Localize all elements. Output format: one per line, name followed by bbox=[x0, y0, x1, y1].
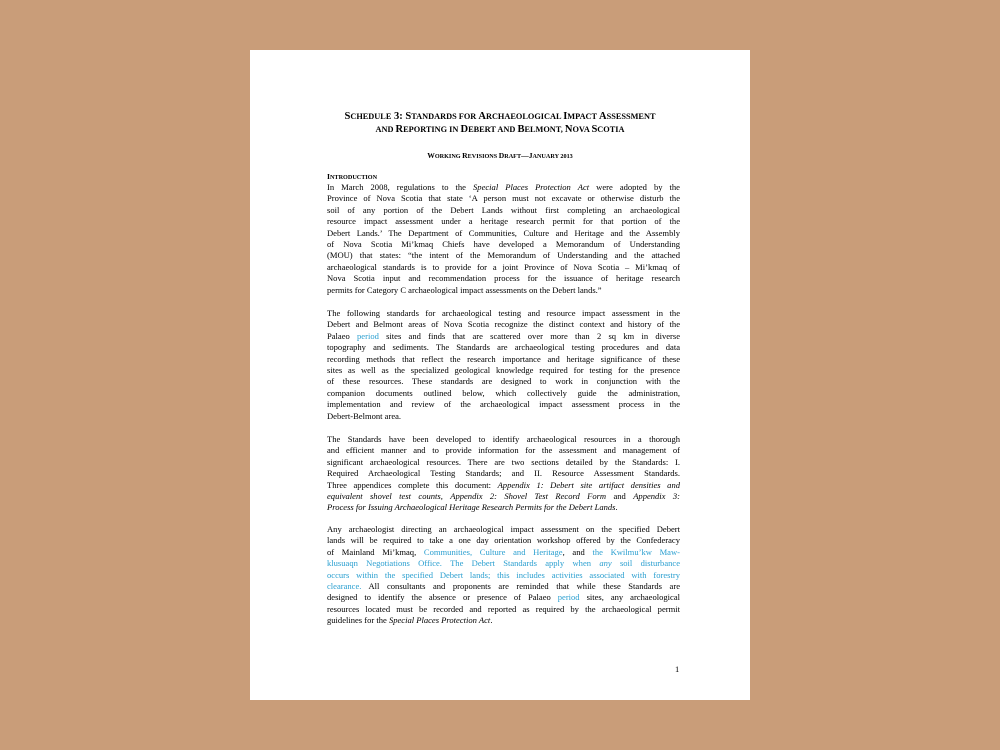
text-line bbox=[327, 604, 680, 615]
text-line bbox=[327, 524, 680, 535]
text-run: Special Places Protection Act bbox=[388, 615, 491, 626]
text-run: The following standards for archaeological testing and resource impact assessment in the bbox=[327, 308, 680, 318]
text-run: Appendix 2: Shovel Test Record Form bbox=[450, 491, 607, 502]
text-run: topography and sediments. The Standards are archaeological testing procedures and data bbox=[327, 342, 680, 353]
text-line bbox=[327, 480, 680, 491]
text-line bbox=[327, 365, 680, 376]
text-run: , and bbox=[562, 546, 593, 557]
text-run: guidelines for the bbox=[327, 615, 389, 626]
text-run: Required Archaeological Testing Standards; and II. Resource Assessment Standards. bbox=[327, 468, 680, 479]
text-run: significant archaeological resources. There are two sections detailed by the Standards: I. bbox=[327, 456, 680, 467]
text-line bbox=[327, 581, 680, 592]
text-run: Debert and Belmont areas of Nova Scotia recognize the distinct context and history of the bbox=[327, 319, 680, 330]
text-run: Nova Scotia input and recommendation process for the issuance of heritage research bbox=[327, 273, 680, 284]
text-line bbox=[327, 239, 680, 250]
text-line bbox=[327, 615, 680, 626]
text-run: Communities, Culture and Heritage bbox=[423, 546, 563, 557]
text-run: lands will be required to take a one day orientation workshop offered by the Confederacy bbox=[327, 535, 680, 546]
text-run: All consultants and proponents are reminded that while these Standards are bbox=[361, 581, 680, 592]
text-line bbox=[327, 273, 680, 284]
text-run: Appendix 3: bbox=[633, 491, 680, 502]
text-run: Debert-Belmont area. bbox=[327, 410, 402, 421]
text-line bbox=[327, 502, 680, 513]
text-line bbox=[327, 570, 680, 581]
text-run: of Nova Scotia Mi’kmaq Chiefs have developed a Memorandum of Understanding bbox=[327, 239, 680, 250]
text-line bbox=[327, 434, 680, 445]
text-run: and bbox=[606, 491, 634, 502]
paragraph-2 bbox=[327, 308, 680, 422]
text-run: Province of Nova Scotia that state ‘A person must not excavate or otherwise disturb the bbox=[327, 193, 680, 204]
section-heading-introduction: INTRODUCTION bbox=[327, 172, 378, 181]
paragraph-3 bbox=[327, 434, 680, 514]
text-run: Appendix 1: Debert site artifact densities and bbox=[497, 479, 680, 490]
text-line bbox=[327, 411, 680, 422]
text-line bbox=[327, 354, 680, 365]
paragraph-4 bbox=[327, 524, 680, 627]
text-line bbox=[327, 376, 680, 387]
page-number: 1 bbox=[675, 664, 680, 674]
text-run: In March 2008, regulations to the bbox=[327, 182, 474, 192]
text-line bbox=[327, 592, 680, 603]
text-run: equivalent shovel test counts bbox=[327, 491, 441, 502]
text-run: occurs within the specified Debert lands; this includes activities associated with forestry bbox=[327, 569, 680, 580]
text-run: designed to identify the absence or presence of Palaeo bbox=[327, 592, 558, 603]
text-line bbox=[327, 193, 680, 204]
text-run: of Mainland Mi’kmaq, bbox=[327, 546, 424, 557]
text-line bbox=[327, 205, 680, 216]
text-run: permits for Category C archaeological impact assessments on the Debert lands.” bbox=[327, 284, 602, 295]
text-run: implementation and review of the archaeological impact assessment process in the bbox=[327, 399, 680, 410]
title-line-2: AND REPORTING IN DEBERT AND BELMONT, NOVA SCOTIA bbox=[375, 124, 625, 135]
text-run: sites, any archaeological bbox=[579, 592, 680, 603]
text-line bbox=[327, 182, 680, 193]
text-line bbox=[327, 308, 680, 319]
text-run: recording methods that reflect the research importance and heritage significance of these bbox=[327, 353, 680, 364]
text-run: sites and finds that are scattered over more than 2 sq km in diverse bbox=[378, 330, 681, 341]
text-run: companion documents outlined below, which collectively guide the administration, bbox=[327, 387, 680, 398]
text-run: resources located must be recorded and reported as required by the archaeological permit bbox=[327, 603, 680, 614]
text-run: any bbox=[599, 558, 612, 569]
text-run: Palaeo bbox=[327, 330, 358, 341]
text-line bbox=[327, 228, 680, 239]
text-run: Process for Issuing Archaeological Heritage Research Permits for the Debert Lands bbox=[327, 502, 616, 513]
text-run: sites as well as the specialized geological knowledge required for testing for the presence bbox=[327, 365, 680, 376]
text-run: Debert Lands.’ The Department of Communities, Culture and Heritage and the Assembly bbox=[327, 227, 680, 238]
text-line bbox=[327, 216, 680, 227]
text-line bbox=[327, 445, 680, 456]
text-run: period bbox=[557, 592, 580, 603]
text-run: resource impact assessment under a heritage research permit for that portion of the bbox=[327, 216, 680, 227]
text-line bbox=[327, 331, 680, 342]
text-line bbox=[327, 547, 680, 558]
document-page bbox=[250, 50, 750, 700]
text-run: of these resources. These standards are designed to work in conjunction with the bbox=[327, 376, 680, 387]
text-run: klusuaqn Negotiations Office. The Debert Standards apply when bbox=[327, 558, 600, 569]
text-line bbox=[327, 388, 680, 399]
text-line bbox=[327, 250, 680, 261]
text-line bbox=[327, 285, 680, 296]
text-run: , bbox=[440, 491, 451, 502]
text-run: The Standards have been developed to identify archaeological resources in a thorough bbox=[327, 434, 680, 444]
text-run: period bbox=[357, 330, 379, 341]
text-line bbox=[327, 457, 680, 468]
document-title bbox=[310, 110, 690, 136]
document-subtitle: WORKING REVISIONS DRAFT—JANUARY 2013 bbox=[427, 151, 573, 160]
text-run: archaeological standards is to provide for a joint Province of Nova Scotia – Mi’kmaq of bbox=[327, 261, 680, 272]
text-line bbox=[327, 491, 680, 502]
text-run: the Kwilmu’kw Maw- bbox=[592, 546, 680, 557]
text-run: soil of any portion of the Debert Lands without first completing an archaeological bbox=[327, 204, 680, 215]
text-line bbox=[327, 468, 680, 479]
text-line bbox=[327, 399, 680, 410]
text-run: were adopted by the bbox=[589, 182, 680, 192]
text-run: . bbox=[490, 615, 493, 626]
paragraph-1 bbox=[327, 182, 680, 296]
title-line-1: SCHEDULE 3: STANDARDS FOR ARCHAEOLOGICAL IMPACT ASSESSMENT bbox=[344, 111, 656, 122]
text-run: clearance. bbox=[327, 581, 362, 592]
text-line bbox=[327, 262, 680, 273]
text-run: (MOU) that states: “the intent of the Memorandum of Understanding and the attached bbox=[327, 250, 680, 261]
text-run: Special Places Protection Act bbox=[473, 182, 590, 192]
text-line bbox=[327, 342, 680, 353]
text-line bbox=[327, 535, 680, 546]
text-run: Any archaeologist directing an archaeological impact assessment on the specified Debert bbox=[327, 524, 680, 534]
text-run: soil disturbance bbox=[611, 558, 680, 569]
text-run: and efficient manner and to provide information for the assessment and management of bbox=[327, 445, 680, 456]
text-line bbox=[327, 558, 680, 569]
text-run: Three appendices complete this document: bbox=[327, 479, 498, 490]
text-run: . bbox=[615, 502, 618, 513]
text-line bbox=[327, 319, 680, 330]
